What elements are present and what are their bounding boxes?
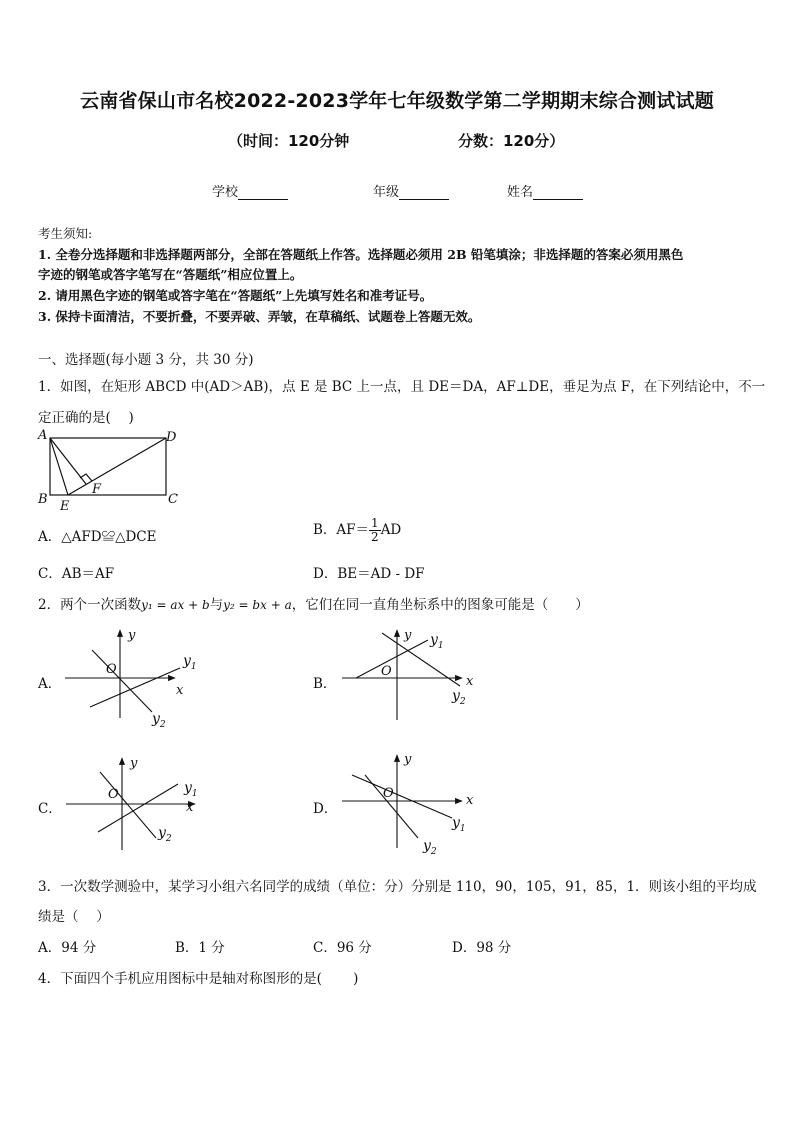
grade-blank bbox=[399, 185, 449, 200]
graph-c-y1-label: $y_1$ bbox=[184, 780, 198, 799]
fraction-half bbox=[369, 517, 381, 544]
notice-heading: 考生须知: bbox=[38, 226, 93, 241]
q3-option-a: A．94 分 bbox=[38, 940, 97, 956]
graph-c-line-y2 bbox=[100, 772, 156, 838]
fraction-denominator: 2 bbox=[371, 530, 379, 544]
segment-ae bbox=[50, 438, 68, 495]
exam-score: 分数：120分） bbox=[458, 132, 565, 150]
graph-a-y2-label: $y_2$ bbox=[152, 711, 166, 730]
name-blank bbox=[533, 185, 583, 200]
notice-line-2: 2. 请用黑色字迹的钢笔或答字笔在“答题纸”上先填写姓名和准考证号。 bbox=[38, 288, 433, 303]
segment-de bbox=[68, 438, 166, 495]
q2-text-pre: 2．两个一次函数 bbox=[38, 597, 142, 613]
graph-a-x-label: x bbox=[176, 683, 184, 698]
q1-text-line2: 定正确的是( ) bbox=[38, 410, 134, 426]
graph-b-origin: O bbox=[381, 664, 392, 679]
q2-option-d: D． bbox=[313, 801, 338, 817]
q1-option-a: A．△AFD≌△DCE bbox=[38, 529, 157, 545]
graph-b-line-y1 bbox=[356, 640, 428, 678]
school-blank bbox=[238, 185, 288, 200]
label-e: E bbox=[60, 499, 70, 514]
q3-text-line2: 绩是（ ） bbox=[38, 909, 110, 925]
label-f: F bbox=[92, 482, 102, 497]
q1-option-b-pre: B．AF＝ bbox=[313, 522, 370, 538]
grade-field bbox=[373, 181, 449, 200]
page-title: 云南省保山市名校2022-2023学年七年级数学第二学期期末综合测试试题 bbox=[80, 90, 714, 112]
q2-eq1: y₁ = ax + b bbox=[141, 598, 210, 612]
school-field bbox=[212, 181, 288, 200]
graph-a-y-label: y bbox=[128, 628, 136, 643]
right-angle-mark bbox=[80, 474, 92, 481]
q2-text-mid: 与 bbox=[209, 597, 224, 613]
graph-d-line-y2 bbox=[365, 775, 418, 838]
graph-d-x-label: x bbox=[466, 793, 474, 808]
graph-b-x-label: x bbox=[466, 674, 474, 689]
grade-label: 年级 bbox=[373, 185, 400, 200]
graph-d-y1-label: $y_1$ bbox=[452, 815, 466, 834]
school-label: 学校 bbox=[212, 185, 239, 200]
name-field bbox=[507, 181, 583, 200]
q2-text bbox=[38, 593, 589, 613]
q3-option-b: B．1 分 bbox=[175, 940, 225, 956]
graph-a-y1-label: $y_1$ bbox=[183, 653, 197, 672]
q2-option-b: B． bbox=[313, 676, 337, 692]
q3-option-d: D．98 分 bbox=[452, 940, 512, 956]
q3-option-c: C．96 分 bbox=[313, 940, 372, 956]
graph-c-y-label: y bbox=[130, 756, 138, 771]
graph-b-y-label: y bbox=[404, 628, 412, 643]
label-a: A bbox=[38, 428, 48, 443]
q3-text-line1: 3．一次数学测验中，某学习小组六名同学的成绩（单位：分）分别是 110，90，105，91，85，1．则该小组的平均成 bbox=[38, 879, 757, 895]
fraction-numerator: 1 bbox=[371, 516, 379, 530]
q2-graphs bbox=[0, 0, 1, 1]
notice-line-1b: 字迹的钢笔或答字笔写在“答题纸”相应位置上。 bbox=[38, 267, 303, 282]
q1-option-b-post: AD bbox=[380, 522, 402, 538]
q2-option-c: C． bbox=[38, 801, 62, 817]
label-c: C bbox=[168, 492, 178, 507]
graph-b-y2-label: $y_2$ bbox=[452, 688, 466, 707]
graph-a-line-y1 bbox=[90, 668, 180, 707]
graph-d-line-y1 bbox=[352, 775, 452, 818]
q1-text-line1: 1．如图，在矩形 ABCD 中(AD＞AB)，点 E 是 BC 上一点，且 DE＝DA，AF⊥DE，垂足为点 F，在下列结论中，不一 bbox=[38, 379, 766, 395]
q1-option-d: D．BE＝AD - DF bbox=[313, 566, 425, 582]
label-b: B bbox=[38, 492, 48, 507]
q1-option-b bbox=[313, 517, 401, 544]
graph-d-y2-label: $y_2$ bbox=[423, 838, 437, 857]
q1-option-c: C．AB＝AF bbox=[38, 566, 115, 582]
section-heading: 一、选择题(每小题 3 分，共 30 分) bbox=[38, 352, 254, 368]
notice-line-3: 3. 保持卡面清洁，不要折叠，不要弄破、弄皱，在草稿纸、试题卷上答题无效。 bbox=[38, 309, 481, 324]
graph-d-origin: O bbox=[383, 786, 394, 801]
q2-text-post: ，它们在同一直角坐标系中的图象可能是（ ） bbox=[291, 597, 589, 613]
graph-c-x-label: x bbox=[186, 800, 194, 815]
graph-a-origin: O bbox=[106, 662, 117, 677]
graph-b-y1-label: $y_1$ bbox=[430, 632, 444, 651]
notice-line-1a: 1. 全卷分选择题和非选择题两部分，全部在答题纸上作答。选择题必须用 2B 铅笔填涂；非选择题的答案必须用黑色 bbox=[38, 247, 684, 262]
label-d: D bbox=[166, 430, 177, 445]
graph-d-y-label: y bbox=[404, 752, 412, 767]
exam-time: （时间：120分钟 bbox=[228, 132, 350, 150]
rectangle-abcd bbox=[50, 438, 166, 495]
q2-eq2: y₂ = bx + a bbox=[223, 598, 292, 612]
graph-c-origin: O bbox=[108, 787, 119, 802]
graph-c-y2-label: $y_2$ bbox=[158, 825, 172, 844]
q4-text: 4．下面四个手机应用图标中是轴对称图形的是( ) bbox=[38, 971, 359, 987]
name-label: 姓名 bbox=[507, 185, 534, 200]
q2-option-a: A． bbox=[38, 676, 62, 692]
